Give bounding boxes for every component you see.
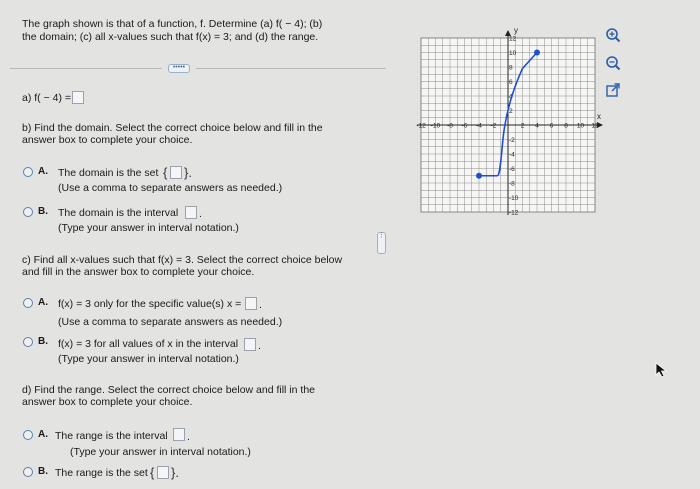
open-brace: { (163, 165, 168, 180)
period: . (259, 299, 262, 311)
part-d-option-b-input[interactable] (157, 466, 169, 479)
part-c-option-b-letter: B. (38, 336, 48, 347)
mouse-pointer-icon (655, 362, 669, 378)
part-d-option-a-text: The range is the interval (55, 430, 168, 442)
y-tick-label: 12 (509, 35, 517, 43)
part-b-option-b-hint: (Type your answer in interval notation.) (58, 222, 239, 234)
part-d-option-a-hint: (Type your answer in interval notation.) (70, 446, 251, 458)
part-d-prompt-2: answer box to complete your choice. (22, 396, 193, 408)
part-d-option-a-radio[interactable] (23, 430, 33, 440)
divider-right (196, 68, 386, 69)
x-tick-label: 10 (576, 122, 585, 130)
part-b-prompt-1: b) Find the domain. Select the correct choice below and fill in the (22, 122, 323, 134)
part-d-option-a-input[interactable] (173, 428, 185, 441)
part-c-option-a-input[interactable] (245, 297, 257, 310)
part-b-option-b-text: The domain is the interval (58, 207, 179, 219)
x-tick-label: -10 (430, 122, 441, 130)
closed-point-right (534, 50, 540, 56)
part-a-answer-input[interactable] (72, 91, 84, 104)
y-tick-label: 10 (509, 50, 517, 57)
part-c-option-a-hint: (Use a comma to separate answers as needed.) (58, 316, 283, 328)
part-b-option-b-letter: B. (38, 206, 48, 217)
part-c-option-a-text: f(x) = 3 only for the specific value(s) x = (58, 298, 242, 310)
y-tick-label: 4 (509, 93, 513, 101)
part-b-option-b-input[interactable] (185, 206, 197, 219)
part-c-option-b-input[interactable] (244, 338, 256, 351)
part-d-option-a-letter: A. (38, 429, 48, 440)
x-tick-label: 8 (564, 122, 568, 130)
part-c-option-b-hint: (Type your answer in interval notation.) (58, 353, 239, 365)
period: . (187, 431, 190, 443)
part-d-prompt-1: d) Find the range. Select the correct choice below and fill in the (22, 384, 315, 396)
magnify-plus-icon[interactable] (605, 27, 621, 43)
function-graph (413, 22, 605, 218)
period: . (199, 208, 202, 220)
open-brace: { (150, 465, 155, 480)
close-brace: }. (171, 465, 179, 480)
x-tick-label: 2 (520, 122, 525, 130)
pane-split-handle[interactable]: ⋮ (377, 232, 386, 254)
part-b-option-a-radio[interactable] (23, 167, 33, 177)
part-b-prompt-2: answer box to complete your choice. (22, 134, 193, 146)
y-tick-label: -6 (509, 166, 515, 173)
x-tick-label: 12 (591, 122, 599, 130)
y-tick-label: -10 (509, 195, 519, 202)
part-b-option-a-letter: A. (38, 166, 48, 177)
y-tick-label: -4 (509, 151, 515, 159)
x-tick-label: 4 (535, 122, 539, 130)
part-c-option-a-radio[interactable] (23, 298, 33, 308)
part-c-option-a-letter: A. (38, 297, 48, 308)
expand-more-button[interactable]: ••••• (168, 64, 190, 73)
y-tick-label: -8 (509, 180, 515, 188)
part-c-prompt-1: c) Find all x-values such that f(x) = 3. Select the correct choice below (22, 254, 343, 266)
part-a-label: a) f( − 4) = (22, 92, 72, 104)
part-d-option-b-radio[interactable] (23, 467, 33, 477)
part-c-prompt-2: and fill in the answer box to complete your choice. (22, 266, 255, 278)
part-b-option-b-radio[interactable] (23, 207, 33, 217)
y-tick-label: -2 (509, 137, 515, 144)
part-c-option-b-text: f(x) = 3 for all values of x in the interval (58, 338, 239, 350)
period: . (258, 340, 261, 352)
close-brace: }. (184, 165, 192, 180)
external-link-icon[interactable] (605, 82, 621, 98)
part-b-option-a-text: The domain is the set (58, 167, 159, 179)
part-d-option-b-text: The range is the set (55, 467, 148, 479)
x-tick-label: -8 (447, 122, 453, 130)
y-tick-label: 8 (509, 64, 513, 72)
x-tick-label: -4 (476, 122, 482, 130)
part-d-option-b-letter: B. (38, 466, 48, 477)
x-tick-label: -2 (490, 122, 497, 130)
part-c-option-b-radio[interactable] (23, 337, 33, 347)
x-axis-label: x (597, 112, 601, 121)
x-tick-label: -12 (416, 122, 426, 130)
part-b-option-a-hint: (Use a comma to separate answers as needed.) (58, 182, 283, 194)
x-tick-label: 6 (549, 122, 554, 130)
x-tick-label: -6 (461, 122, 468, 130)
y-tick-label: -12 (509, 209, 519, 217)
y-tick-label: 2 (509, 108, 513, 115)
question-line-2: the domain; (c) all x-values such that f(x) = 3; and (d) the range. (22, 31, 319, 43)
question-line-1: The graph shown is that of a function, f. Determine (a) f( − 4); (b) (22, 18, 323, 30)
y-tick-label: 6 (509, 79, 513, 86)
divider-left (10, 68, 162, 69)
magnify-minus-icon[interactable] (605, 55, 621, 71)
y-axis-label: y (514, 26, 518, 35)
part-b-option-a-input[interactable] (170, 166, 182, 179)
closed-point-left (476, 173, 482, 179)
